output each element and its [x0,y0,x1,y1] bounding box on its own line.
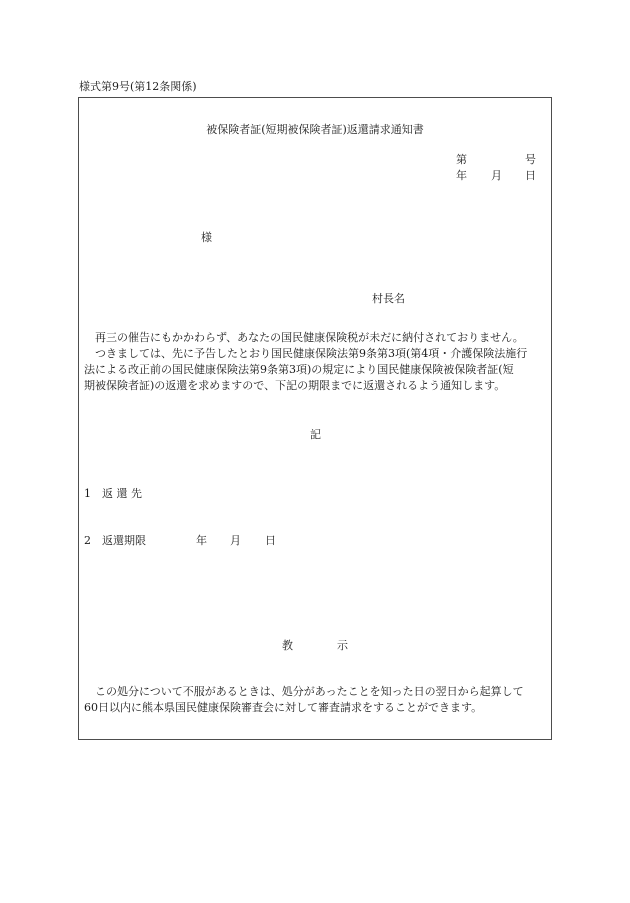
document-title: 被保険者証(短期被保険者証)返還請求通知書 [206,123,424,136]
item2-number: 2 [84,534,91,547]
kyouji-kyou: 教 [282,639,293,652]
doc-number-dai: 第 [456,153,467,166]
date-day: 日 [525,169,536,182]
form-number-label: 様式第9号(第12条関係) [79,80,197,93]
notice-line: 法による改正前の国民健康保険法第9条第3項)の規定により国民健康保険被保険者証(短 [84,363,514,376]
instruction-line: 60日以内に熊本県国民健康保険審査会に対して審査請求をすることができます。 [84,701,483,714]
date-month: 月 [491,169,502,182]
item2-month: 月 [230,534,241,547]
recipient-sama: 様 [201,231,212,244]
date-year: 年 [456,169,467,182]
sender-name-label: 村長名 [372,292,405,305]
item2-label: 返還期限 [102,534,146,547]
ki-heading: 記 [310,428,321,441]
document-frame [78,97,552,740]
item2-day: 日 [265,534,276,547]
notice-line: つきましては、先に予告したとおり国民健康保険法第9条第3項(第4項・介護保険法施行 [84,347,528,360]
doc-number-go: 号 [525,153,536,166]
item1-label: 返 還 先 [102,487,142,500]
notice-line: 再三の催告にもかかわらず、あなたの国民健康保険税が未だに納付されておりません。 [84,331,524,344]
item2-year: 年 [196,534,207,547]
instruction-line: この処分について不服があるときは、処分があったことを知った日の翌日から起算して [84,685,524,698]
notice-line: 期被保険者証)の返還を求めますので、下記の期限までに返還されるよう通知します。 [84,379,506,392]
item1-number: 1 [84,487,91,500]
instruction-body [84,684,550,716]
kyouji-ji: 示 [337,639,348,652]
notice-body [84,330,550,394]
